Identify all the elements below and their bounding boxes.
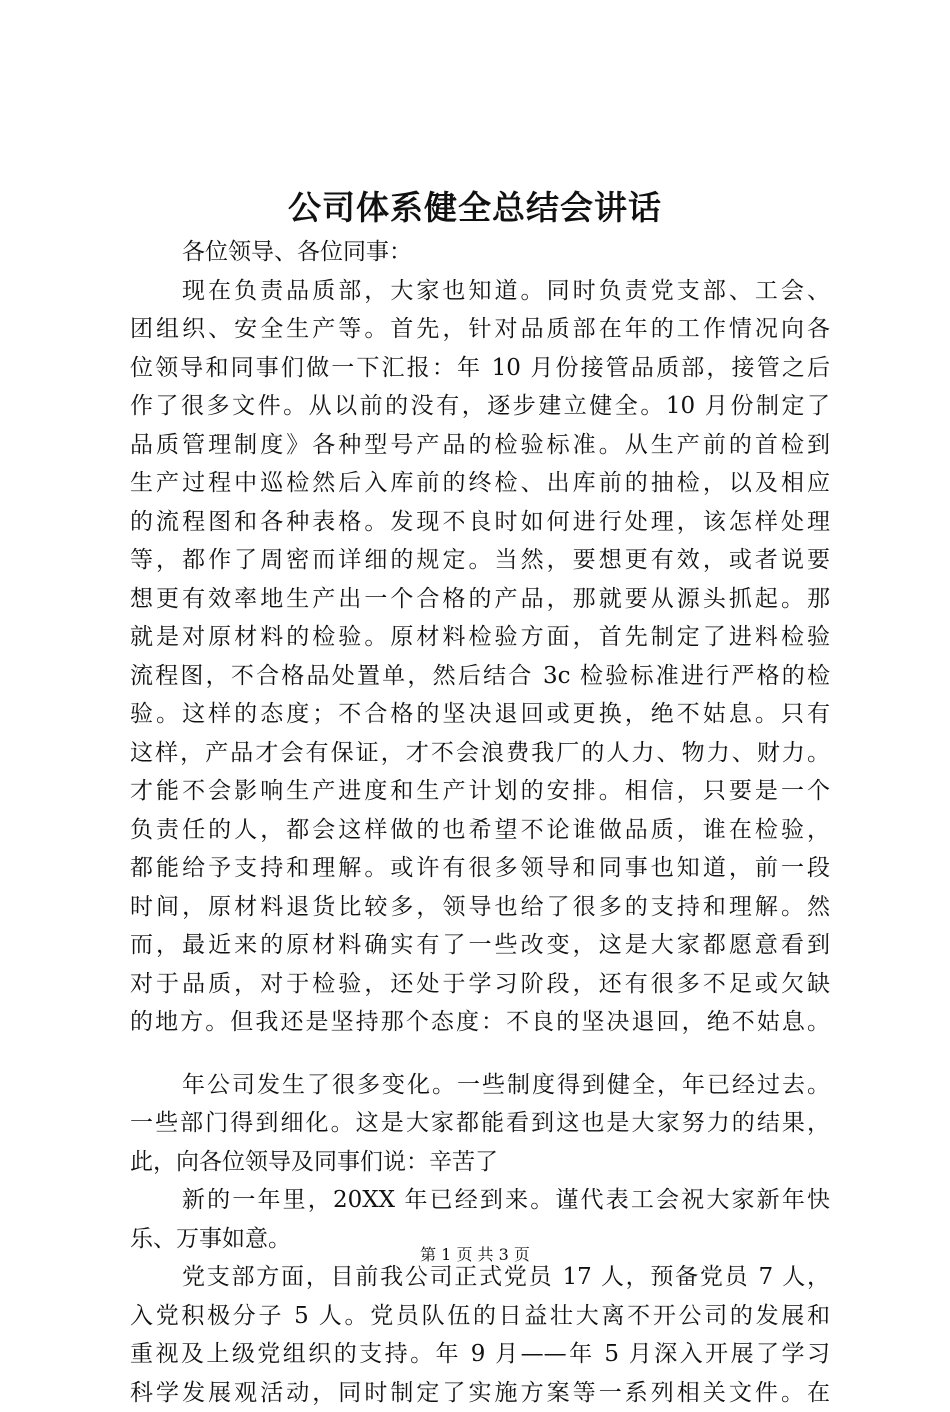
paragraph-line: 此，向各位领导及同事们说：辛苦了: [130, 1143, 830, 1182]
page-number-footer: 第 1 页 共 3 页: [0, 1244, 950, 1266]
paragraph-line: 都能给予支持和理解。或许有很多领导和同事也知道，前一段: [130, 849, 830, 888]
paragraph-line: 党支部方面，目前我公司正式党员 17 人，预备党员 7 人，: [130, 1258, 830, 1297]
paragraph-line: 流程图，不合格品处置单，然后结合 3c 检验标准进行严格的检: [130, 657, 830, 696]
paragraph-line: 品质管理制度》各种型号产品的检验标准。从生产前的首检到: [130, 426, 830, 465]
paragraph-line: 的地方。但我还是坚持那个态度：不良的坚决退回，绝不姑息。: [130, 1003, 830, 1042]
paragraph-line: 科学发展观活动，同时制定了实施方案等一系列相关文件。在: [130, 1374, 830, 1412]
paragraph-line: 的流程图和各种表格。发现不良时如何进行处理，该怎样处理: [130, 503, 830, 542]
paragraph-line: 现在负责品质部，大家也知道。同时负责党支部、工会、: [130, 272, 830, 311]
paragraph-line: 时间，原材料退货比较多，领导也给了很多的支持和理解。然: [130, 888, 830, 927]
paragraph-line: 新的一年里，20XX 年已经到来。谨代表工会祝大家新年快: [130, 1181, 830, 1220]
paragraph-line: 位领导和同事们做一下汇报：年 10 月份接管品质部，接管之后: [130, 349, 830, 388]
paragraph-line: 对于品质，对于检验，还处于学习阶段，还有很多不足或欠缺: [130, 965, 830, 1004]
paragraph-line: 这样，产品才会有保证，才不会浪费我厂的人力、物力、财力。: [130, 734, 830, 773]
paragraph-line: 负责任的人，都会这样做的也希望不论谁做品质，谁在检验，: [130, 811, 830, 850]
paragraph-line: 入党积极分子 5 人。党员队伍的日益壮大离不开公司的发展和: [130, 1297, 830, 1336]
paragraph-line: 才能不会影响生产进度和生产计划的安排。相信，只要是一个: [130, 772, 830, 811]
paragraph-line: 想更有效率地生产出一个合格的产品，那就要从源头抓起。那: [130, 580, 830, 619]
paragraph-line: 就是对原材料的检验。原材料检验方面，首先制定了进料检验: [130, 618, 830, 657]
paragraph-line: 生产过程中巡检然后入库前的终检、出库前的抽检，以及相应: [130, 464, 830, 503]
paragraph-line: 年公司发生了很多变化。一些制度得到健全，年已经过去。: [130, 1066, 830, 1105]
document-body: [130, 233, 830, 1412]
paragraph-line: 团组织、安全生产等。首先，针对品质部在年的工作情况向各: [130, 310, 830, 349]
paragraph-spacer: [130, 1042, 830, 1066]
paragraph-line: 等，都作了周密而详细的规定。当然，要想更有效，或者说要: [130, 541, 830, 580]
paragraph-line: 乐、万事如意。: [130, 1220, 830, 1259]
paragraph-line: 而，最近来的原材料确实有了一些改变，这是大家都愿意看到: [130, 926, 830, 965]
paragraph-line: 一些部门得到细化。这是大家都能看到这也是大家努力的结果，: [130, 1104, 830, 1143]
paragraph-line: 作了很多文件。从以前的没有，逐步建立健全。10 月份制定了: [130, 387, 830, 426]
greeting-line: 各位领导、各位同事：: [130, 233, 830, 272]
paragraph-line: 重视及上级党组织的支持。年 9 月——年 5 月深入开展了学习: [130, 1335, 830, 1374]
document-title: 公司体系健全总结会讲话: [0, 186, 950, 230]
paragraph-line: 验。这样的态度；不合格的坚决退回或更换，绝不姑息。只有: [130, 695, 830, 734]
